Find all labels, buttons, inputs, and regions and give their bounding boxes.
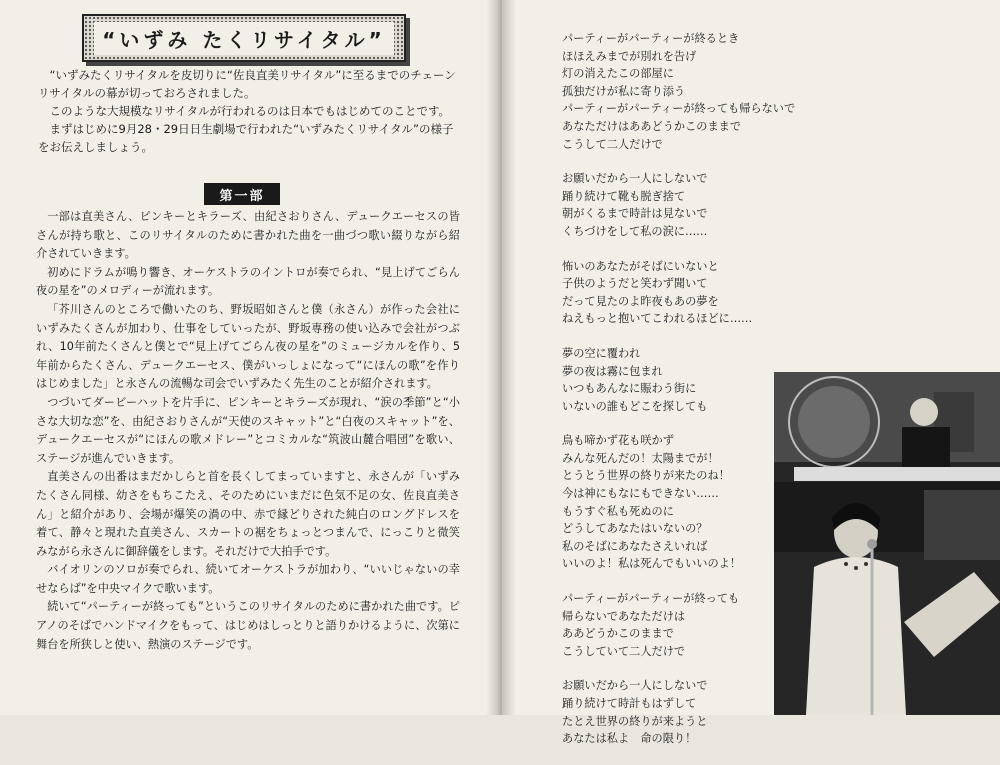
lyric-line: 帰らないであなただけは [562, 609, 686, 623]
stage-photo-illustration [774, 372, 1000, 715]
lyric-line: あなただけはああどうかこのままで [562, 119, 742, 133]
lyric-line: 怖いのあなたがそばにいないと [562, 259, 719, 273]
lyric-line: だって見たのよ昨夜もあの夢を [562, 294, 719, 308]
lyric-line: お願いだから一人にしないで [562, 172, 708, 186]
lyric-line: 子供のようだと笑わず聞いて [562, 277, 708, 291]
lyric-line: ねえもっと抱いてこわれるほどに…… [562, 312, 753, 326]
lyric-line: パーティーがパーティーが終っても [562, 592, 740, 606]
lyric-line: パーティーがパーティーが終っても帰らないで [562, 102, 796, 116]
lyric-line: 灯の消えたこの部屋に [562, 67, 674, 81]
body-paragraph: 「芥川さんのところで働いたのち、野坂昭如さんと僕（永さん）が作った会社にいずみたくさんが加わり、仕事をしていったが、野坂専務の使い込みで会社がつぶれ、10年前たくさんと僕とで“見上げてごらん夜の星を”のミュージカルを作り、5年前からたくさん、デュークエーセス、僕がいっしょになって“にほんの歌”を作りはじめました」と永さんの流暢な司会でいずみたく先生のことが紹介されます。 [36, 302, 460, 391]
lyric-stanza [562, 170, 822, 240]
lyric-line: ほほえみまでが別れを告げ [562, 49, 697, 63]
article-body [36, 208, 460, 654]
lyric-line: あなたは私よ 命の限り！ [562, 732, 697, 746]
lyric-line: いつもあんなに賑わう街に [562, 382, 697, 396]
lyric-line: 踊り続けて時計もはずして [562, 697, 697, 710]
lyric-line: 孤独だけが私に寄り添う [562, 84, 686, 98]
lyric-line: いないの誰もどこを探しても [562, 399, 708, 413]
lyric-line: こうして二人だけで [562, 137, 663, 151]
lyric-line: こうしていて二人だけで [562, 644, 686, 658]
book-gutter [486, 0, 516, 715]
intro-text [38, 66, 458, 156]
lyric-line: くちづけをして私の涙に…… [562, 224, 708, 238]
lyric-line: どうしてあなたはいないの？ [562, 522, 708, 536]
lyric-line: 夢の空に覆われ [562, 346, 641, 360]
lyric-line: ああどうかこのままで [562, 627, 674, 641]
intro-paragraph: まずはじめに9月28・29日日生劇場で行われた“いずみたくリサイタル”の様子をお伝えしましょう。 [38, 122, 454, 154]
body-paragraph: 初めにドラムが鳴り響き、オーケストラのイントロが奏でられ、“見上げてごらん夜の星を”のメロディーが流れます。 [36, 265, 460, 298]
stage-photo [774, 372, 1000, 715]
section-heading: 第一部 [204, 183, 280, 205]
lyric-line: 踊り続けて靴も脱ぎ捨て [562, 189, 686, 203]
lyric-line: 鳥も啼かず花も咲かず [562, 434, 674, 448]
left-page [0, 0, 498, 715]
lyric-line: もうすぐ私も死ぬのに [562, 504, 674, 518]
lyric-stanza [562, 258, 822, 328]
title-box [82, 14, 406, 62]
intro-paragraph: このような大規模なリサイタルが行われるのは日本でもはじめてのことです。 [49, 104, 451, 118]
body-paragraph: バイオリンのソロが奏でられ、続いてオーケストラが加わり、“いいじゃないの幸せならば”を中央マイクで歌います。 [36, 563, 460, 595]
body-paragraph: 直美さんの出番はまだかしらと首を長くしてまっていますと、永さんが「いずみたくさん同様、幼さをもちこたえ、そのためにいまだに色気不足の女、佐良直美さん」と紹介があり、会場が爆笑の渦の中、赤で縁どりされた純白のロングドレスを着て、静々と現れた直美さん、スカートの裾をちょっとつまんで、にっこりと微笑みながら永さんに御辞儀をします。それだけで大拍手です。 [36, 470, 460, 558]
lyric-line: 私のそばにあなたさえいれば [562, 539, 708, 553]
lyric-line: お願いだから一人にしないで [562, 679, 708, 693]
lyric-line: 今は神にもなにもできない…… [562, 487, 719, 501]
lyric-line: たとえ世界の終りが来ようと [562, 714, 708, 728]
lyric-line: 夢の夜は霧に包まれ [562, 364, 663, 378]
body-paragraph: 続いて“パーティーが終っても”というこのリサイタルのために書かれた曲です。ピアノのそばでハンドマイクをもって、はじめはしっとりと語りかけるように、次第に舞台を所狭しと使い、熱演のステージです。 [36, 600, 460, 651]
page-title: “いずみ たくリサイタル” [94, 22, 393, 55]
body-paragraph: 一部は直美さん、ピンキーとキラーズ、由紀さおりさん、デュークエーセスの皆さんが持ち歌と、このリサイタルのために書かれた曲を一曲づつ歌い綴りながら紹介されていきます。 [36, 210, 460, 261]
intro-paragraph: “いずみたくリサイタルを皮切りに“佐良直美リサイタル”に至るまでのチェーンリサイタルの幕が切っておろされました。 [38, 68, 456, 100]
lyric-line: とうとう世界の終りが来たのね！ [562, 469, 730, 483]
lyric-stanza [562, 30, 822, 153]
body-paragraph: つづいてダービーハットを片手に、ピンキーとキラーズが現れ、“涙の季節”と“小さな大切な恋”を、由紀さおりさんが“天使のスキャット”と“白夜のスキャット”を、デュークエーセスが“にほんの歌メドレー”とコミカルな“筑波山麓合唱団”を歌い、ステージが進んでいきます。 [36, 395, 460, 465]
lyric-line: いいのよ！私は死んでもいいのよ！ [562, 557, 742, 571]
lyric-line: パーティーがパーティーが終るとき [562, 32, 740, 45]
lyric-line: みんな死んだの！太陽までが！ [562, 451, 719, 465]
lyric-line: 朝がくるまで時計は見ないで [562, 207, 708, 221]
